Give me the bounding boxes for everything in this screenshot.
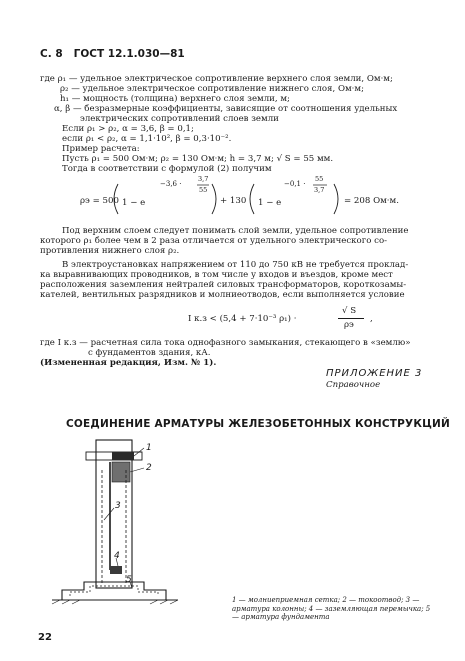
para1-line3: противления нижнего слоя ρ₂. xyxy=(40,246,180,256)
section-title: СОЕДИНЕНИЕ АРМАТУРЫ ЖЕЛЕЗОБЕТОННЫХ КОНСТРУКЦИЙ xyxy=(66,418,451,430)
ineq-den: ρэ xyxy=(344,320,354,330)
example-label: Пример расчета: xyxy=(62,144,140,154)
figure-label-1: 1 xyxy=(146,443,152,453)
formula-term1-exp-den: 55 xyxy=(199,186,208,194)
ineq-tail: , xyxy=(370,314,373,324)
condition-2: если ρ₁ < ρ₂, α = 1,1·10², β = 0,3·10⁻². xyxy=(62,134,232,144)
appendix-title: ПРИЛОЖЕНИЕ 3 xyxy=(326,368,423,379)
edition-note: (Измененная редакция, Изм. № 1). xyxy=(40,358,217,368)
para1-line2: которого ρ₁ более чем в 2 раза отличается от удельного электрического со- xyxy=(40,236,388,246)
def-alpha-beta: α, β — безразмерные коэффициенты, зависящие от соотношения удельных xyxy=(54,104,398,114)
example-given: Пусть ρ₁ = 500 Ом·м; ρ₂ = 130 Ом·м; h = 3,7 м; √ S = 55 мм. xyxy=(62,154,334,164)
formula-term2-base: 1 − e xyxy=(258,198,282,208)
def-rho1: где ρ₁ — удельное электрическое сопротивление верхнего слоя земли, Ом·м; xyxy=(40,74,393,84)
where-ikz-line1: где I к.з — расчетная сила тока однофазного замыкания, стекающего в «землю» xyxy=(40,338,411,348)
para2-line3: расположения заземления нейтралей силовых трансформаторов, короткозамы- xyxy=(40,280,407,290)
formula-term2-exp-prefix: −0,1 · xyxy=(284,180,306,188)
figure-caption: 1 — молниеприемная сетка; 2 — токоотвод; 3 — арматура колонны; 4 — заземляющая перемычка; 5 — арматура фундамента xyxy=(232,596,431,621)
formula-term2-exp-num: 55 xyxy=(315,175,324,183)
figure-label-4: 4 xyxy=(114,551,120,561)
figure-label-2: 2 xyxy=(146,463,152,473)
appendix-subtitle: Справочное xyxy=(326,380,381,390)
standard-code: ГОСТ 12.1.030—81 xyxy=(73,48,185,60)
def-rho2: ρ₂ — удельное электрическое сопротивление нижнего слоя, Ом·м; xyxy=(60,84,364,94)
def-h1: h₁ — мощность (толщина) верхнего слоя земли, м; xyxy=(60,94,290,104)
para2-line2: ка выравнивающих проводников, в том числе у входов и въездов, кроме мест xyxy=(40,270,393,280)
formula-term1-exp-num: 3,7 xyxy=(198,175,209,183)
def-alpha-beta-cont: электрических сопротивлений слоев земли xyxy=(80,114,279,124)
ineq-lhs: I к.з < (5,4 + 7·10⁻³ ρ₁) · xyxy=(188,314,297,324)
para2-line4: кателей, вентильных разрядников и молниеотводов, если выполняется условие xyxy=(40,290,405,300)
para2-line1: В электроустановках напряжением от 110 до 750 кВ не требуется проклад- xyxy=(62,260,409,270)
formula-term1-exp-prefix: −3,6 · xyxy=(160,180,182,188)
figure-label-5: 5 xyxy=(126,575,132,585)
page-prefix: С. 8 xyxy=(40,48,63,60)
formula-plus: + 130 xyxy=(220,196,247,206)
condition-1: Если ρ₁ > ρ₂, α = 3,6, β = 0,1; xyxy=(62,124,194,134)
figure-label-3: 3 xyxy=(115,501,121,511)
ineq-num: √ S xyxy=(342,306,357,316)
example-then: Тогда в соответствии с формулой (2) получим xyxy=(62,164,272,174)
formula-lhs: ρэ = 500 xyxy=(80,196,119,206)
page-number: 22 xyxy=(38,632,52,643)
formula-term1-base: 1 − e xyxy=(122,198,146,208)
where-ikz-line2: с фундаментов здания, кА. xyxy=(88,348,211,358)
formula-term2-exp-den: 3,7 xyxy=(314,186,325,194)
formula-result: = 208 Ом·м. xyxy=(344,196,399,206)
para1-line1: Под верхним слоем следует понимать слой земли, удельное сопротивление xyxy=(62,226,409,236)
